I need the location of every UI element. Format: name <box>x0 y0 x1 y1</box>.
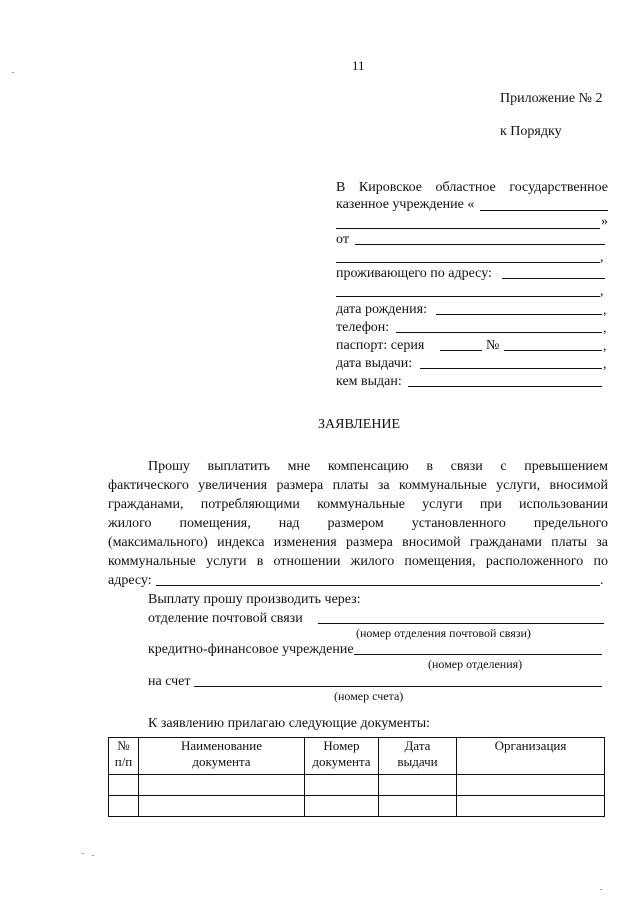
comma: , <box>600 284 604 299</box>
col-header-number: № п/п <box>109 738 139 775</box>
table-header-row <box>109 738 605 775</box>
post-office-hint: (номер отделения почтовой связи) <box>356 626 531 640</box>
table-cell[interactable] <box>457 775 605 796</box>
table-row <box>109 775 605 796</box>
period: . <box>600 573 604 588</box>
table-cell[interactable] <box>305 796 379 817</box>
post-office-line[interactable] <box>318 623 604 624</box>
address-label: адресу: <box>108 573 152 588</box>
from-name-line-2[interactable] <box>336 262 600 263</box>
comma: , <box>603 321 607 336</box>
from-label: от <box>336 232 349 247</box>
close-quote: » <box>601 214 608 229</box>
bank-line[interactable] <box>354 654 602 655</box>
bank-label: кредитно-финансовое учреждение <box>148 642 354 657</box>
property-address-line[interactable] <box>156 585 600 586</box>
attachments-intro: К заявлению прилагаю следующие документы: <box>148 716 431 731</box>
addressee-line2: казенное учреждение « <box>336 197 475 212</box>
body-line-3: гражданами, потребляющими коммунальные услуги при использовании <box>108 497 608 512</box>
table-cell[interactable] <box>379 796 457 817</box>
issued-by-line[interactable] <box>408 386 602 387</box>
institution-line-1[interactable] <box>480 210 608 211</box>
issued-by-label: кем выдан: <box>336 374 402 389</box>
address-line-1[interactable] <box>502 278 605 279</box>
bank-hint: (номер отделения) <box>428 657 523 671</box>
residing-label: проживающего по адресу: <box>336 266 492 281</box>
comma: , <box>600 250 604 265</box>
table-cell[interactable] <box>109 796 139 817</box>
phone-label: телефон: <box>336 320 390 335</box>
passport-label: паспорт: серия <box>336 338 425 353</box>
passport-series-line[interactable] <box>440 350 482 351</box>
body-line-2: фактического увеличения размера платы за коммунальные услуги, вносимой <box>108 478 608 493</box>
col-header-issue-date: Дата выдачи <box>379 738 457 775</box>
col-header-doc-name: Наименование документа <box>139 738 305 775</box>
appendix-subtitle: к Порядку <box>500 124 562 139</box>
table-cell[interactable] <box>139 775 305 796</box>
documents-table <box>108 737 605 817</box>
comma: , <box>603 303 607 318</box>
account-label: на счет <box>148 674 191 689</box>
table-row <box>109 796 605 817</box>
payment-intro: Выплату прошу производить через: <box>148 592 361 607</box>
post-office-label: отделение почтовой связи <box>148 611 303 626</box>
table-cell[interactable] <box>139 796 305 817</box>
passport-number-sign: № <box>486 338 500 353</box>
col-header-organization: Организация <box>457 738 605 775</box>
appendix-title: Приложение № 2 <box>500 91 603 106</box>
account-line[interactable] <box>194 686 602 687</box>
addressee-line1: В Кировское областное государственное <box>336 180 608 195</box>
account-hint: (номер счета) <box>334 689 404 703</box>
birth-date-label: дата рождения: <box>336 302 427 317</box>
page-number: 11 <box>352 58 365 73</box>
table-cell[interactable] <box>379 775 457 796</box>
table-cell[interactable] <box>457 796 605 817</box>
from-name-line[interactable] <box>355 244 605 245</box>
body-line-4: жилого помещения, над размером установленного предельного <box>108 516 608 531</box>
passport-number-line[interactable] <box>504 350 602 351</box>
body-line-1: Прошу выплатить мне компенсацию в связи с превышением <box>148 459 608 474</box>
issue-date-line[interactable] <box>420 368 602 369</box>
table-cell[interactable] <box>109 775 139 796</box>
address-line-2[interactable] <box>336 296 600 297</box>
table-cell[interactable] <box>305 775 379 796</box>
body-line-6: коммунальные услуги в отношении жилого помещения, расположенного по <box>108 554 608 569</box>
institution-line-2[interactable] <box>336 228 600 229</box>
birth-date-line[interactable] <box>436 314 602 315</box>
scan-speck <box>12 72 14 73</box>
comma: , <box>603 357 607 372</box>
document-heading: ЗАЯВЛЕНИЕ <box>318 417 401 432</box>
body-line-5: (максимального) индекса изменения размера вносимой гражданами платы за <box>108 535 608 550</box>
scan-speck <box>82 853 84 854</box>
comma: , <box>603 339 607 354</box>
issue-date-label: дата выдачи: <box>336 356 413 371</box>
col-header-doc-number: Номер документа <box>305 738 379 775</box>
scan-speck <box>600 889 602 890</box>
phone-line[interactable] <box>396 332 602 333</box>
scan-speck <box>92 855 94 856</box>
